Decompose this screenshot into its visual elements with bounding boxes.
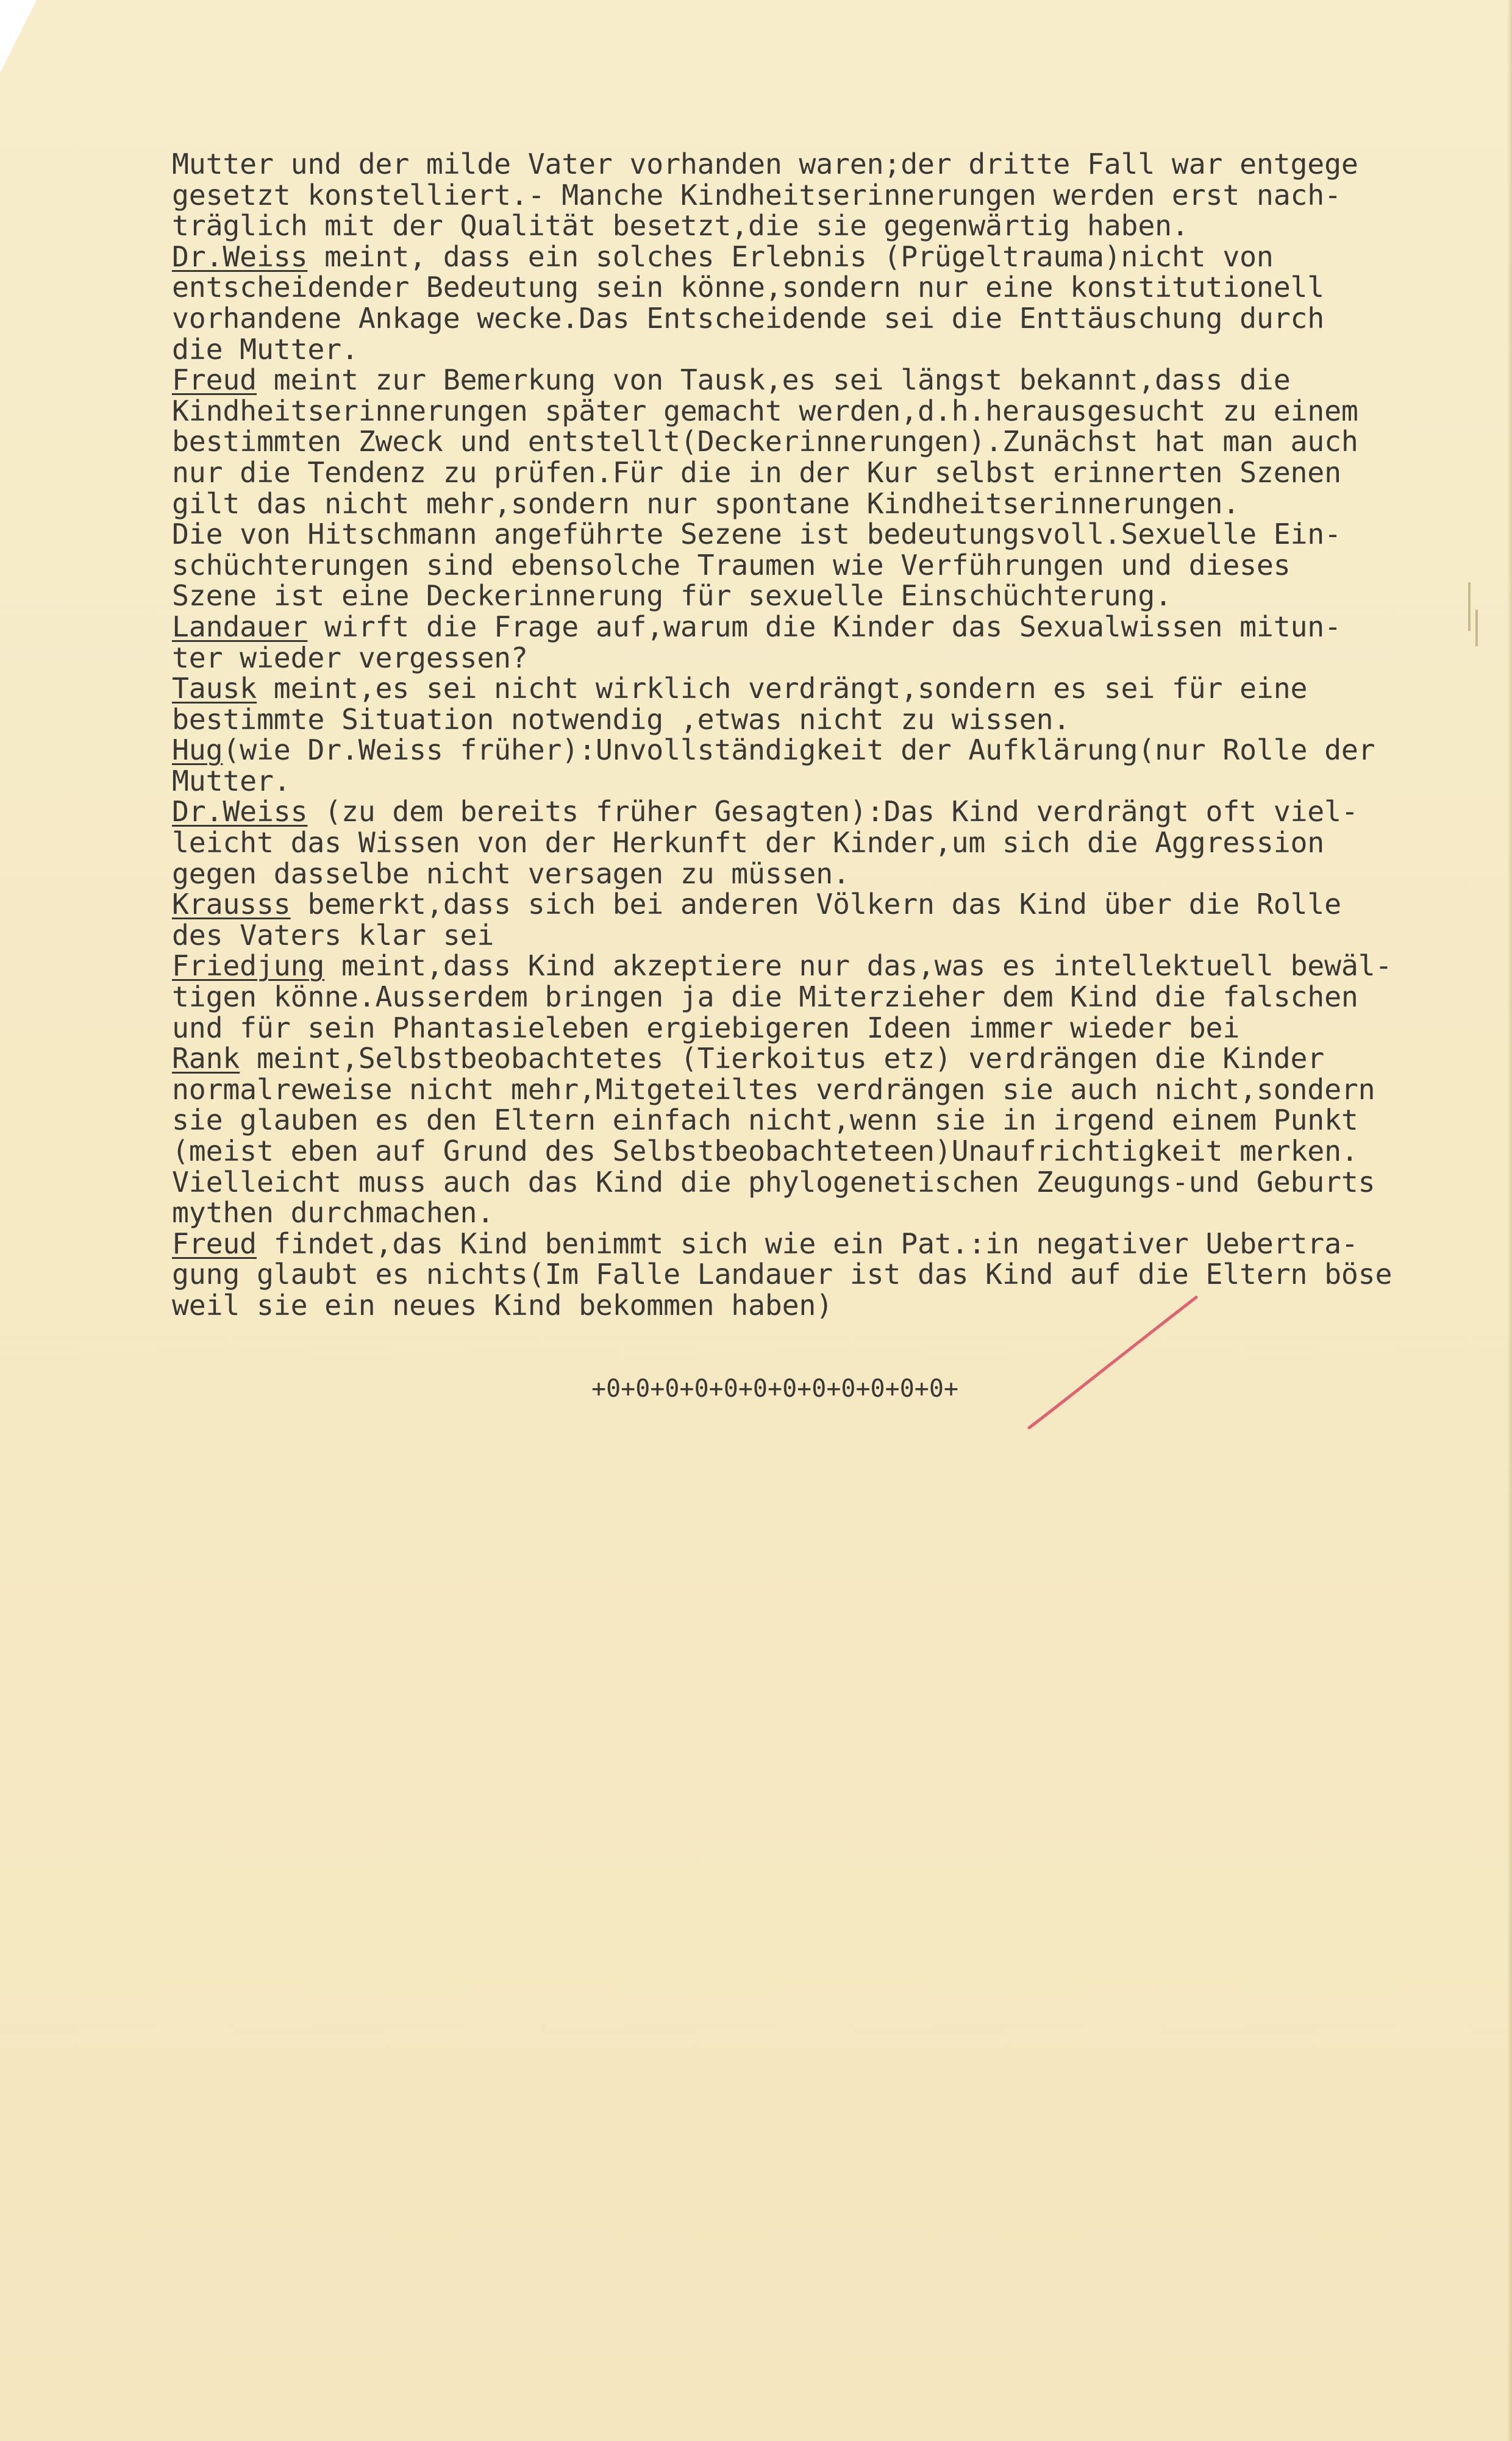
text-line [172, 210, 1501, 241]
text-line [172, 950, 1501, 982]
speaker-name: Krausss [172, 888, 291, 921]
line-text: gilt das nicht mehr,sondern nur spontane Kindheitserinnerungen. [172, 486, 1240, 520]
text-line [172, 796, 1501, 827]
text-line [172, 180, 1501, 211]
line-text: entscheidender Bedeutung sein könne,sondern nur eine konstitutionell [172, 271, 1325, 304]
line-text: normalreweise nicht mehr,Mitgeteiltes verdrängen sie auch nicht,sondern [172, 1072, 1375, 1106]
text-line [172, 396, 1501, 427]
text-line [172, 704, 1501, 735]
red-pencil-stroke [1024, 1292, 1201, 1433]
text-line [172, 457, 1501, 488]
speaker-name: Dr.Weiss [172, 240, 308, 273]
folded-corner [0, 0, 37, 73]
line-text: (meist eben auf Grund des Selbstbeobachteteen)Unaufrichtigkeit merken. [172, 1135, 1358, 1167]
text-line [172, 1043, 1501, 1074]
line-text: schüchterungen sind ebensolche Traumen wie Verführungen und dieses [172, 548, 1291, 582]
line-text: Mutter und der milde Vater vorhanden waren;der dritte Fall war entgege [172, 148, 1358, 180]
text-line [172, 827, 1501, 858]
line-text: gegen dasselbe nicht versagen zu müssen. [172, 857, 850, 890]
typescript-body [172, 149, 1501, 1321]
line-text: tigen könne.Ausserdem bringen ja die Miterzieher dem Kind die falschen [172, 980, 1358, 1014]
text-line [172, 334, 1501, 365]
text-line [172, 766, 1501, 797]
speaker-name: Tausk [172, 672, 257, 705]
text-line [172, 272, 1501, 303]
line-text: leicht das Wissen von der Herkunft der Kinder,um sich die Aggression [172, 826, 1325, 860]
line-text: weil sie ein neues Kind bekommen haben) [172, 1288, 833, 1322]
text-line [172, 1228, 1501, 1260]
line-text: Szene ist eine Deckerinnerung für sexuelle Einschüchterung. [172, 579, 1172, 613]
line-text: meint,Selbstbeobachtetes (Tierkoitus etz) verdrängen die Kinder [240, 1042, 1325, 1075]
line-text: findet,das Kind benimmt sich wie ein Pat.:in negativer Uebertra- [256, 1227, 1358, 1260]
separator-line: +0+0+0+0+0+0+0+0+0+0+0+0+ [591, 1375, 959, 1403]
line-text: gung glaubt es nichts(Im Falle Landauer ist das Kind auf die Eltern böse [172, 1258, 1393, 1291]
text-line [172, 735, 1501, 766]
line-text: (wie Dr.Weiss früher):Unvollständigkeit der Aufklärung(nur Rolle der [223, 733, 1375, 767]
text-line [172, 858, 1501, 889]
line-text: träglich mit der Qualität besetzt,die sie gegenwärtig haben. [172, 209, 1189, 243]
text-line [172, 1074, 1501, 1105]
text-line [172, 611, 1501, 643]
line-text: und für sein Phantasieleben ergiebigeren Ideen immer wieder bei [172, 1011, 1240, 1044]
text-line [172, 1136, 1501, 1167]
line-text: ter wieder vergessen? [172, 641, 528, 674]
line-text: gesetzt konstelliert.- Manche Kindheitserinnerungen werden erst nach- [172, 178, 1341, 212]
text-line [172, 643, 1501, 674]
text-line [172, 241, 1501, 273]
line-text: vorhandene Ankage wecke.Das Entscheidende sei die Enttäuschung durch [172, 301, 1325, 335]
text-line [172, 580, 1501, 611]
line-text: bestimmte Situation notwendig ,etwas nicht zu wissen. [172, 702, 1071, 736]
text-line [172, 1259, 1501, 1290]
text-line [172, 303, 1501, 334]
line-text: (zu dem bereits früher Gesagten):Das Kind verdrängt oft viel- [307, 795, 1358, 829]
speaker-name: Dr.Weiss [172, 795, 308, 829]
text-line [172, 982, 1501, 1013]
text-line [172, 149, 1501, 180]
speaker-name: Rank [172, 1042, 240, 1075]
line-text: Mutter. [172, 764, 291, 797]
text-line [172, 550, 1501, 581]
speaker-name: Landauer [172, 610, 308, 643]
line-text: Vielleicht muss auch das Kind die phylogenetischen Zeugungs-und Geburts [172, 1165, 1375, 1199]
speaker-name: Friedjung [172, 949, 325, 983]
speaker-name: Freud [172, 1227, 257, 1260]
line-text: mythen durchmachen. [172, 1196, 494, 1230]
paper-edge [1507, 0, 1512, 2441]
text-line [172, 1167, 1501, 1198]
text-line [172, 673, 1501, 704]
speaker-name: Hug [172, 733, 223, 767]
line-text: meint zur Bemerkung von Tausk,es sei längst bekannt,dass die [256, 363, 1291, 397]
speaker-name: Freud [172, 363, 257, 397]
line-text: die Mutter. [172, 332, 358, 366]
line-text: bestimmten Zweck und entstellt(Deckerinnerungen).Zunächst hat man auch [172, 425, 1358, 458]
text-line [172, 1013, 1501, 1044]
text-line [172, 920, 1501, 951]
text-line [172, 1290, 1501, 1321]
line-text: meint,dass Kind akzeptiere nur das,was es intellektuell bewäl- [324, 949, 1393, 983]
line-text: sie glauben es den Eltern einfach nicht,wenn sie in irgend einem Punkt [172, 1103, 1358, 1137]
text-line [172, 519, 1501, 550]
line-text: meint,es sei nicht wirklich verdrängt,sondern es sei für eine [256, 672, 1308, 705]
text-line [172, 889, 1501, 920]
text-line [172, 488, 1501, 519]
text-line [172, 426, 1501, 457]
line-text: bemerkt,dass sich bei anderen Völkern das Kind über die Rolle [290, 888, 1341, 921]
line-text: Die von Hitschmann angeführte Sezene ist bedeutungsvoll.Sexuelle Ein- [172, 518, 1341, 551]
text-line [172, 1197, 1501, 1228]
line-text: des Vaters klar sei [172, 918, 494, 952]
line-text: Kindheitserinnerungen später gemacht werden,d.h.herausgesucht zu einem [172, 394, 1358, 427]
text-line [172, 1105, 1501, 1136]
line-text: meint, dass ein solches Erlebnis (Prügeltrauma)nicht von [307, 240, 1274, 273]
line-text: nur die Tendenz zu prüfen.Für die in der Kur selbst erinnerten Szenen [172, 455, 1341, 489]
line-text: wirft die Frage auf,warum die Kinder das Sexualwissen mitun- [307, 610, 1341, 643]
text-line [172, 365, 1501, 396]
